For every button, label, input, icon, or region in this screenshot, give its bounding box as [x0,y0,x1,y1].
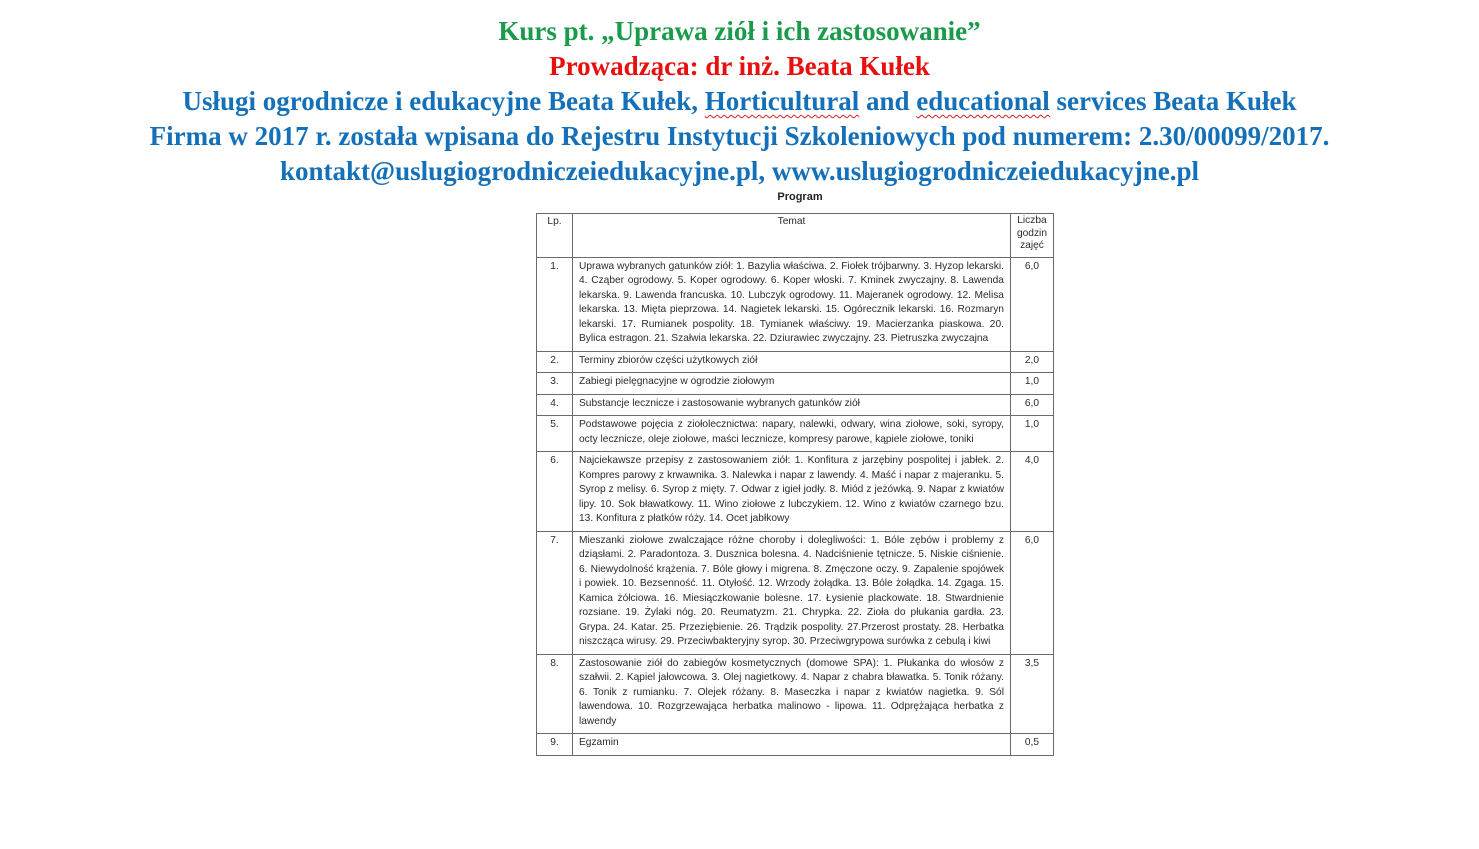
row-hours: 6,0 [1010,394,1053,416]
row-number: 9. [537,734,573,756]
row-number: 5. [537,416,573,452]
row-number: 4. [537,394,573,416]
contact-line: kontakt@uslugiogrodniczeiedukacyjne.pl, www.uslugiogrodniczeiedukacyjne.pl [279,156,1199,186]
row-number: 7. [537,531,573,654]
row-hours: 6,0 [1010,531,1053,654]
course-title: Kurs pt. „Uprawa ziół i ich zastosowanie” [498,16,981,46]
row-hours: 1,0 [1010,373,1053,395]
instructor-line: Prowadząca: dr inż. Beata Kułek [549,51,930,81]
row-topic: Uprawa wybranych gatunków ziół: 1. Bazylia właściwa. 2. Fiołek trójbarwny. 3. Hyzop lekarski. 4. Cząber ogrodowy. 5. Koper ogrodowy. 6. Koper włoski. 7. Kminek zwyczajny. 8. Lawenda lekarska. 9. Lawenda francuska. 10. Lubczyk ogrodowy. 11. Majeranek ogrodowy. 12. Melisa lekarska. 13. Mięta pieprzowa. 14. Nagietek lekarski. 15. Ogórecznik lekarski. 16. Rozmaryn lekarski. 17. Rumianek pospolity. 18. Tymianek właściwy. 19. Macierzanka piaskowa. 20. Bylica estragon. 21. Szałwia lekarska. 22. Dziurawiec zwyczajny. 23. Pietruszka zwyczajna [573,257,1011,351]
column-header-topic: Temat [573,214,1011,258]
row-number: 2. [537,351,573,373]
column-header-hours: Liczba godzin zajęć [1010,214,1053,258]
row-hours: 0,5 [1010,734,1053,756]
table-row [537,734,1054,756]
registry-line: Firma w 2017 r. została wpisana do Rejestru Instytucji Szkoleniowych pod numerem: 2.30/00099/2017. [149,121,1330,151]
row-hours: 2,0 [1010,351,1053,373]
program-table [536,213,1054,756]
row-topic: Mieszanki ziołowe zwalczające różne choroby i dolegliwości: 1. Bóle zębów i problemy z dziąsłami. 2. Paradontoza. 3. Dusznica bolesna. 4. Nadciśnienie tętnicze. 5. Niskie ciśnienie. 6. Niewydolność krążenia. 7. Bóle głowy i migrena. 8. Zmęczone oczy. 9. Zapalenie spojówek i powiek. 10. Bezsenność. 11. Otyłość. 12. Wrzody żołądka. 13. Bóle żołądka. 14. Zgaga. 15. Kamica żółciowa. 16. Miesiączkowanie bolesne. 17. Łysienie plackowate. 18. Stwardnienie rozsiane. 19. Żylaki nóg. 20. Reumatyzm. 21. Chrypka. 22. Zioła do płukania gardła. 23. Grypa. 24. Katar. 25. Przeziębienie. 26. Trądzik pospolity. 27.Przerost prostaty. 28. Herbatka niszcząca wirusy. 29. Przeciwbakteryjny syrop. 30. Przeciwgrypowa surówka z cebulą i kiwi [573,531,1011,654]
row-topic: Zastosowanie ziół do zabiegów kosmetycznych (domowe SPA): 1. Płukanka do włosów z szałwii. 2. Kąpiel jałowcowa. 3. Olej nagietkowy. 4. Napar z chabra bławatka. 5. Tonik różany. 6. Tonik z rumianku. 7. Olejek różany. 8. Maseczka i napar z kwiatów nagietka. 9. Sól lawendowa. 10. Rozgrzewająca herbatka malinowo - lipowa. 11. Odprężająca herbatka z lawendy [573,654,1011,734]
table-row [537,531,1054,654]
table-row [537,654,1054,734]
row-topic: Terminy zbiorów części użytkowych ziół [573,351,1011,373]
row-topic: Zabiegi pielęgnacyjne w ogrodzie ziołowym [573,373,1011,395]
row-topic: Najciekawsze przepisy z zastosowaniem ziół: 1. Konfitura z jarzębiny pospolitej i jabłek. 2. Kompres parowy z krwawnika. 3. Nalewka i napar z lawendy. 4. Maść i napar z majeranku. 5. Syrop z melisy. 6. Syrop z mięty. 7. Odwar z igieł jodły. 8. Miód z jeżówką. 9. Napar z kwiatów lipy. 10. Sok bławatkowy. 11. Wino ziołowe z lubczykiem. 12. Wino z kwiatów czarnego bzu. 13. Konfitura z płatków róży. 14. Ocet jabłkowy [573,452,1011,532]
table-row [537,373,1054,395]
company-text-mid: and [859,86,917,116]
table-row [537,416,1054,452]
header [0,14,1479,189]
row-hours: 6,0 [1010,257,1053,351]
table-header-row [537,214,1054,258]
row-topic: Substancje lecznicze i zastosowanie wybranych gatunków ziół [573,394,1011,416]
row-topic: Podstawowe pojęcia z ziołolecznictwa: napary, nalewki, odwary, wina ziołowe, soki, syropy, octy lecznicze, oleje ziołowe, maści lecznicze, kompresy parowe, kąpiele ziołowe, toniki [573,416,1011,452]
table-row [537,452,1054,532]
company-text-start: Usługi ogrodnicze i edukacyjne Beata Kułek, [182,86,705,116]
row-hours: 1,0 [1010,416,1053,452]
company-word-horticultural: Horticultural [704,86,860,116]
company-word-educational: educational [916,86,1050,116]
row-hours: 4,0 [1010,452,1053,532]
row-topic: Egzamin [573,734,1011,756]
table-row [537,351,1054,373]
company-line [0,84,1479,119]
row-number: 6. [537,452,573,532]
table-row [537,394,1054,416]
row-number: 1. [537,257,573,351]
program-title: Program [777,191,823,203]
row-hours: 3,5 [1010,654,1053,734]
table-row [537,257,1054,351]
company-text-end: services Beata Kułek [1049,86,1297,116]
row-number: 3. [537,373,573,395]
row-number: 8. [537,654,573,734]
column-header-lp: Lp. [537,214,573,258]
